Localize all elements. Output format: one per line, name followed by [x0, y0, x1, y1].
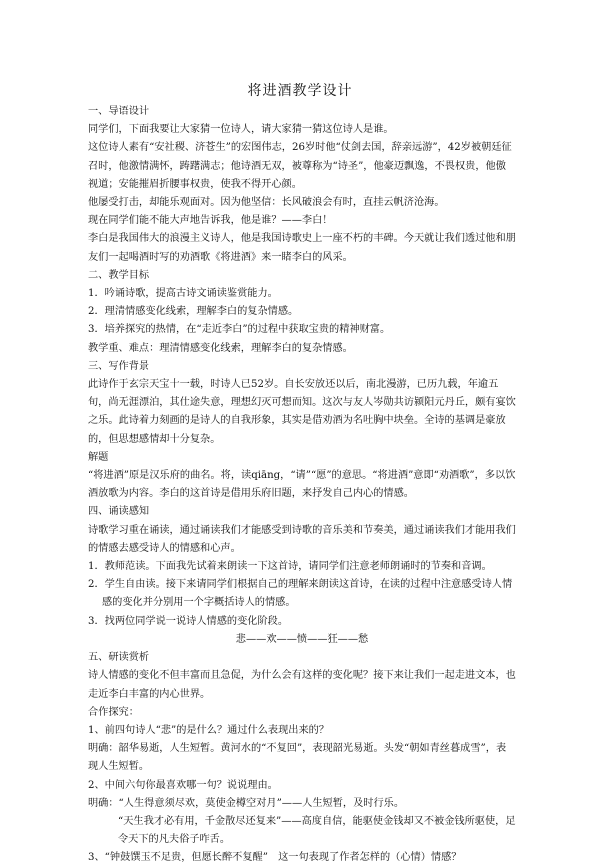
subheading: 合作探究：	[88, 706, 139, 718]
paragraph: 诗人情感的变化不但丰富而且急促，为什么会有这样的变化呢？接下来让我们一起走进文本，也走近李白丰富的内心世界。	[88, 670, 516, 700]
section-heading-reading: 四、诵读感知	[88, 506, 150, 518]
document-body	[88, 103, 516, 868]
list-item: 3．培养探究的热情，在“走近李白”的过程中获取宝贵的精神财富。	[88, 324, 391, 336]
section-heading-background: 三、写作背景	[88, 360, 150, 372]
paragraph: 同学们，下面我要让大家猜一位诗人，请大家猜一猜这位诗人是谁。	[88, 124, 394, 136]
list-item: 2．理清情感变化线索，理解李白的复杂情感。	[88, 306, 299, 318]
paragraph: 现在同学们能不能大声地告诉我，他是谁？——李白！	[88, 215, 333, 227]
list-item: 2．学生自由读。接下来请同学们根据自己的理解来朗读这首诗，在读的过程中注意感受诗人情感的变化并分别用一个字概括诗人的情感。	[88, 579, 513, 609]
answer: 明确：韶华易逝，人生短暂。黄河水的“不复回”，表现韶光易逝。头发“朝如青丝暮成雪”，表现人生短暂。	[88, 743, 507, 773]
section-heading-intro: 一、导语设计	[88, 106, 150, 117]
paragraph: 教学重、难点：理清情感变化线索，理解李白的复杂情感。	[88, 342, 353, 354]
list-item: 1．教师范读。下面我先试着来朗读一下这首诗，请同学们注意老师朗诵时的节奏和音调。	[88, 561, 492, 573]
question: 3、“钟鼓馔玉不足贵，但愿长醉不复醒” 这一句表现了作者怎样的（心情）情感？	[88, 852, 462, 864]
question: 2、中间六句你最喜欢哪一句？说说理由。	[88, 779, 278, 791]
paragraph: 他屡受打击，却能乐观面对。因为他坚信：长风破浪会有时，直挂云帆济沧海。	[88, 197, 445, 209]
question: 1、前四句诗人“悲”的是什么？通过什么表现出来的？	[88, 724, 330, 736]
paragraph: 诗歌学习重在诵读，通过诵读我们才能感受到诗歌的音乐美和节奏美，通过诵读我们才能用我们的情感去感受诗人的情感和心声。	[88, 524, 516, 554]
section-heading-goals: 二、教学目标	[88, 269, 150, 281]
answer: 明确：“人生得意须尽欢，莫使金樽空对月”——人生短暂，及时行乐。	[88, 797, 405, 809]
paragraph: 此诗作于玄宗天宝十一载，时诗人已52岁。自长安放还以后，南北漫游，已历九载，年逾五旬，尚无涯漂泊，其仕途失意，理想幻灭可想而知。这次与友人岑勋共访颍阳元丹丘，颇有宴饮之乐。此诗着力刻画的是诗人的自我形象，其实是借劝酒为名吐胸中块垒。全诗的基调是豪放的，但思想感情却十分复杂。	[88, 379, 516, 445]
subheading: 解题	[88, 451, 109, 463]
document-title: 将进酒教学设计	[247, 83, 353, 99]
list-item: 1．吟诵诗歌，提高古诗文诵读鉴赏能力。	[88, 288, 278, 300]
list-item: 3．找两位同学说一说诗人情感的变化阶段。	[88, 615, 289, 627]
paragraph: 这位诗人素有“安社稷、济苍生”的宏图伟志，26岁时他“仗剑去国，辞亲远游”，42岁被朝廷征召时，他激情满怀，踌躇满志；他诗酒无双，被尊称为“诗圣”，他豪迈飘逸，不畏权贵，他傲视道；安能摧眉折腰事权贵，使我不得开心颜。	[88, 142, 512, 190]
section-heading-analysis: 五、研读赏析	[88, 652, 150, 664]
answer: “天生我才必有用，千金散尽还复来”——高度自信，能驱使金钱却又不被金钱所驱使，足令天下的凡夫俗子咋舌。	[118, 815, 516, 846]
emotion-chain: 悲——欢——愤——狂——愁	[235, 633, 369, 645]
paragraph: 李白是我国伟大的浪漫主义诗人，他是我国诗歌史上一座不朽的丰碑。今天就让我们透过他和朋友们一起喝酒时写的劝酒歌《将进酒》来一睹李白的风采。	[88, 233, 516, 263]
paragraph: “将进酒”原是汉乐府的曲名。将，读qiāng，“请”“愿”的意思。“将进酒”意即“劝酒歌”，多以饮酒放歌为内容。李白的这首诗是借用乐府旧题，来抒发自己内心的情感。	[88, 470, 516, 500]
